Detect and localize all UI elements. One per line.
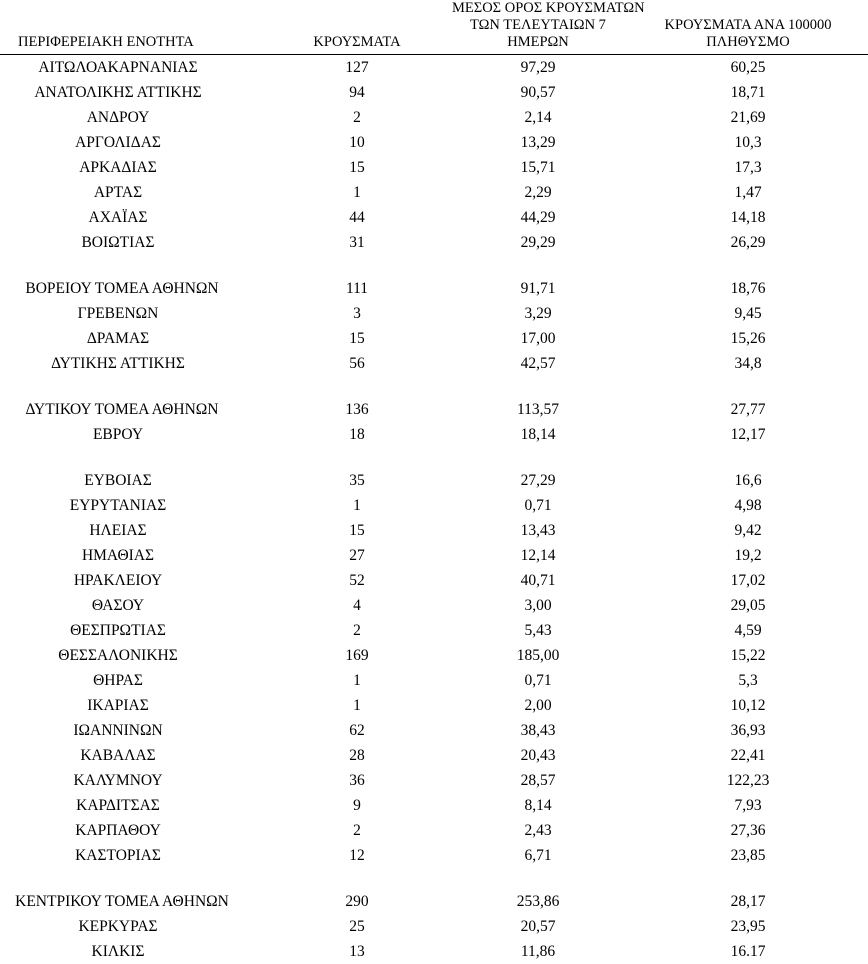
cell-per100k: 26,29 <box>730 233 766 251</box>
cell-cases: 62 <box>349 721 365 739</box>
cell-per100k: 23,85 <box>730 846 766 864</box>
cell-cases: 12 <box>349 846 365 864</box>
table-row <box>0 130 868 155</box>
cell-cases: 136 <box>345 400 369 418</box>
table-row <box>0 230 868 255</box>
cell-region-name: ΚΑΡΠΑΘΟΥ <box>75 821 161 839</box>
cell-per100k: 18,76 <box>730 279 766 297</box>
cell-avg7: 90,57 <box>520 83 556 101</box>
table-row <box>0 105 868 130</box>
cell-per100k: 22,41 <box>730 746 766 764</box>
cell-cases: 169 <box>345 646 369 664</box>
cell-avg7: 18,14 <box>520 425 556 443</box>
cell-avg7: 20,43 <box>520 746 556 764</box>
cell-avg7: 0,71 <box>524 671 552 689</box>
cell-avg7: 13,29 <box>520 133 556 151</box>
table-row-spacer <box>0 255 868 276</box>
cell-cases: 15 <box>349 521 365 539</box>
cell-avg7: 29,29 <box>520 233 556 251</box>
cell-avg7: 6,71 <box>524 846 552 864</box>
cell-region-name: ΒΟΙΩΤΙΑΣ <box>81 233 155 251</box>
cell-per100k: 21,69 <box>730 108 766 126</box>
cell-per100k: 27,77 <box>730 400 766 418</box>
spacer-cell <box>0 868 868 889</box>
table-row <box>0 568 868 593</box>
table-row <box>0 468 868 493</box>
cell-cases: 36 <box>349 771 365 789</box>
table-row-spacer <box>0 868 868 889</box>
cell-avg7: 185,00 <box>516 646 560 664</box>
cell-cases: 56 <box>349 354 365 372</box>
cell-avg7: 15,71 <box>520 158 556 176</box>
cell-per100k: 17,02 <box>730 571 766 589</box>
cell-cases: 3 <box>353 304 361 322</box>
table-row <box>0 54 868 80</box>
cell-avg7: 28,57 <box>520 771 556 789</box>
cell-avg7: 40,71 <box>520 571 556 589</box>
cell-avg7: 12,14 <box>520 546 556 564</box>
cell-region-name: ΚΑΡΔΙΤΣΑΣ <box>76 796 160 814</box>
table-row <box>0 593 868 618</box>
table-row <box>0 889 868 914</box>
cell-cases: 9 <box>353 796 361 814</box>
cell-region-name: ΚΑΛΥΜΝΟΥ <box>73 771 163 789</box>
cell-per100k: 4,98 <box>734 496 762 514</box>
cell-region-name: ΗΜΑΘΙΑΣ <box>81 546 155 564</box>
cell-per100k: 12,17 <box>730 425 766 443</box>
cell-avg7: 44,29 <box>520 208 556 226</box>
cell-cases: 15 <box>349 329 365 347</box>
cell-region-name: ΑΡΚΑΔΙΑΣ <box>79 158 157 176</box>
table-row <box>0 914 868 939</box>
cell-avg7: 20,57 <box>520 917 556 935</box>
cell-cases: 18 <box>349 425 365 443</box>
cell-region-name: ΓΡΕΒΕΝΩΝ <box>77 304 159 322</box>
cell-per100k: 18,71 <box>730 83 766 101</box>
table-row <box>0 743 868 768</box>
cell-avg7: 2,14 <box>524 108 552 126</box>
cell-avg7: 91,71 <box>520 279 556 297</box>
cell-cases: 25 <box>349 917 365 935</box>
cell-cases: 13 <box>349 942 365 960</box>
table-row <box>0 543 868 568</box>
table-row <box>0 301 868 326</box>
cell-per100k: 9,42 <box>734 521 762 539</box>
cell-per100k: 29,05 <box>730 596 766 614</box>
cell-avg7: 38,43 <box>520 721 556 739</box>
cell-cases: 15 <box>349 158 365 176</box>
cell-region-name: ΑΧΑΪΑΣ <box>88 208 148 226</box>
cell-per100k: 1,47 <box>734 183 762 201</box>
cell-cases: 27 <box>349 546 365 564</box>
cell-region-name: ΚΙΛΚΙΣ <box>91 942 145 960</box>
cell-per100k: 17,3 <box>734 158 762 176</box>
column-header-cases: ΚΡΟΥΣΜΑΤΑ <box>266 0 448 54</box>
cell-cases: 2 <box>353 108 361 126</box>
cell-cases: 52 <box>349 571 365 589</box>
cell-region-name: ΔΥΤΙΚΟΥ ΤΟΜΕΑ ΑΘΗΝΩΝ <box>25 400 219 418</box>
table-row <box>0 205 868 230</box>
cell-avg7: 3,00 <box>524 596 552 614</box>
spacer-cell <box>0 376 868 397</box>
cell-per100k: 5,3 <box>738 671 758 689</box>
cell-region-name: ΘΕΣΣΑΛΟΝΙΚΗΣ <box>58 646 178 664</box>
table-row <box>0 155 868 180</box>
cell-avg7: 0,71 <box>524 496 552 514</box>
cell-region-name: ΙΚΑΡΙΑΣ <box>87 696 149 714</box>
table-row <box>0 518 868 543</box>
cell-avg7: 2,29 <box>524 183 552 201</box>
cell-per100k: 15,22 <box>730 646 766 664</box>
cell-per100k: 27,36 <box>730 821 766 839</box>
cell-avg7: 5,43 <box>524 621 552 639</box>
table-row <box>0 493 868 518</box>
cell-per100k: 16.17 <box>730 942 766 960</box>
table-row <box>0 939 868 964</box>
cell-avg7: 13,43 <box>520 521 556 539</box>
spacer-cell <box>0 447 868 468</box>
cell-per100k: 28,17 <box>730 892 766 910</box>
cell-cases: 44 <box>349 208 365 226</box>
cell-region-name: ΔΡΑΜΑΣ <box>86 329 150 347</box>
cell-avg7: 11,86 <box>520 942 556 960</box>
cell-per100k: 60,25 <box>730 58 766 76</box>
cell-cases: 127 <box>345 58 369 76</box>
cell-avg7: 2,43 <box>524 821 552 839</box>
cell-per100k: 23,95 <box>730 917 766 935</box>
cell-per100k: 16,6 <box>734 471 762 489</box>
table-row <box>0 718 868 743</box>
table-row-spacer <box>0 447 868 468</box>
cell-per100k: 19,2 <box>734 546 762 564</box>
cell-region-name: ΑΡΤΑΣ <box>93 183 143 201</box>
table-row <box>0 180 868 205</box>
cell-cases: 2 <box>353 821 361 839</box>
cell-region-name: ΚΑΣΤΟΡΙΑΣ <box>75 846 161 864</box>
cell-per100k: 15,26 <box>730 329 766 347</box>
table-row <box>0 618 868 643</box>
cell-avg7: 2,00 <box>524 696 552 714</box>
cell-cases: 31 <box>349 233 365 251</box>
table-row <box>0 768 868 793</box>
table-row <box>0 276 868 301</box>
table-row <box>0 643 868 668</box>
cell-cases: 111 <box>345 279 369 297</box>
cell-cases: 35 <box>349 471 365 489</box>
table-row <box>0 351 868 376</box>
cell-cases: 1 <box>353 671 361 689</box>
cell-region-name: ΗΡΑΚΛΕΙΟΥ <box>73 571 163 589</box>
cell-cases: 94 <box>349 83 365 101</box>
cell-per100k: 10,3 <box>734 133 762 151</box>
column-header-avg7: ΜΕΣΟΣ ΟΡΟΣ ΚΡΟΥΣΜΑΤΩΝ ΤΩΝ ΤΕΛΕΥΤΑΙΩΝ 7 ΗΜΕΡΩΝ <box>448 0 628 54</box>
cell-per100k: 4,59 <box>734 621 762 639</box>
cell-region-name: ΕΥΒΟΙΑΣ <box>84 471 152 489</box>
column-header-region: ΠΕΡΙΦΕΡΕΙΑΚΗ ΕΝΟΤΗΤΑ <box>0 0 266 54</box>
cell-per100k: 9,45 <box>734 304 762 322</box>
table-row <box>0 818 868 843</box>
cell-region-name: ΑΙΤΩΛΟΑΚΑΡΝΑΝΙΑΣ <box>38 58 198 76</box>
cell-avg7: 8,14 <box>524 796 552 814</box>
cell-region-name: ΗΛΕΙΑΣ <box>89 521 147 539</box>
cell-per100k: 10,12 <box>730 696 766 714</box>
table-row-spacer <box>0 376 868 397</box>
cell-per100k: 122,23 <box>726 771 770 789</box>
cell-per100k: 36,93 <box>730 721 766 739</box>
cell-cases: 4 <box>353 596 361 614</box>
cell-cases: 1 <box>353 496 361 514</box>
cell-cases: 1 <box>353 183 361 201</box>
cell-region-name: ΙΩΑΝΝΙΝΩΝ <box>73 721 163 739</box>
cell-region-name: ΘΗΡΑΣ <box>93 671 143 689</box>
table-body <box>0 54 868 964</box>
cell-region-name: ΕΥΡΥΤΑΝΙΑΣ <box>69 496 167 514</box>
cell-region-name: ΘΑΣΟΥ <box>91 596 145 614</box>
cell-cases: 290 <box>345 892 369 910</box>
cell-region-name: ΑΡΓΟΛΙΔΑΣ <box>75 133 161 151</box>
cell-region-name: ΑΝΑΤΟΛΙΚΗΣ ΑΤΤΙΚΗΣ <box>34 83 202 101</box>
table-row <box>0 397 868 422</box>
cell-cases: 10 <box>349 133 365 151</box>
table-row <box>0 326 868 351</box>
cell-avg7: 17,00 <box>520 329 556 347</box>
cell-region-name: ΚΕΝΤΡΙΚΟΥ ΤΟΜΕΑ ΑΘΗΝΩΝ <box>15 892 229 910</box>
cell-avg7: 97,29 <box>520 58 556 76</box>
cell-avg7: 42,57 <box>520 354 556 372</box>
cell-avg7: 27,29 <box>520 471 556 489</box>
cell-region-name: ΑΝΔΡΟΥ <box>86 108 150 126</box>
spacer-cell <box>0 255 868 276</box>
table-row <box>0 843 868 868</box>
table-row <box>0 668 868 693</box>
cell-per100k: 14,18 <box>730 208 766 226</box>
cell-per100k: 34,8 <box>734 354 762 372</box>
cell-region-name: ΚΑΒΑΛΑΣ <box>80 746 156 764</box>
table-row <box>0 693 868 718</box>
table-row <box>0 422 868 447</box>
column-header-per100k: ΚΡΟΥΣΜΑΤΑ ΑΝΑ 100000 ΠΛΗΘΥΣΜΟ <box>628 0 868 54</box>
cell-region-name: ΒΟΡΕΙΟΥ ΤΟΜΕΑ ΑΘΗΝΩΝ <box>25 279 219 297</box>
cell-region-name: ΘΕΣΠΡΩΤΙΑΣ <box>70 621 166 639</box>
cell-cases: 28 <box>349 746 365 764</box>
cell-region-name: ΚΕΡΚΥΡΑΣ <box>78 917 158 935</box>
table-row <box>0 80 868 105</box>
cell-avg7: 253,86 <box>516 892 560 910</box>
cell-avg7: 3,29 <box>524 304 552 322</box>
cell-cases: 2 <box>353 621 361 639</box>
cell-region-name: ΕΒΡΟΥ <box>92 425 144 443</box>
cell-cases: 1 <box>353 696 361 714</box>
cell-avg7: 113,57 <box>516 400 560 418</box>
table-header <box>0 0 868 54</box>
cell-region-name: ΔΥΤΙΚΗΣ ΑΤΤΙΚΗΣ <box>51 354 185 372</box>
cell-per100k: 7,93 <box>734 796 762 814</box>
table-row <box>0 793 868 818</box>
